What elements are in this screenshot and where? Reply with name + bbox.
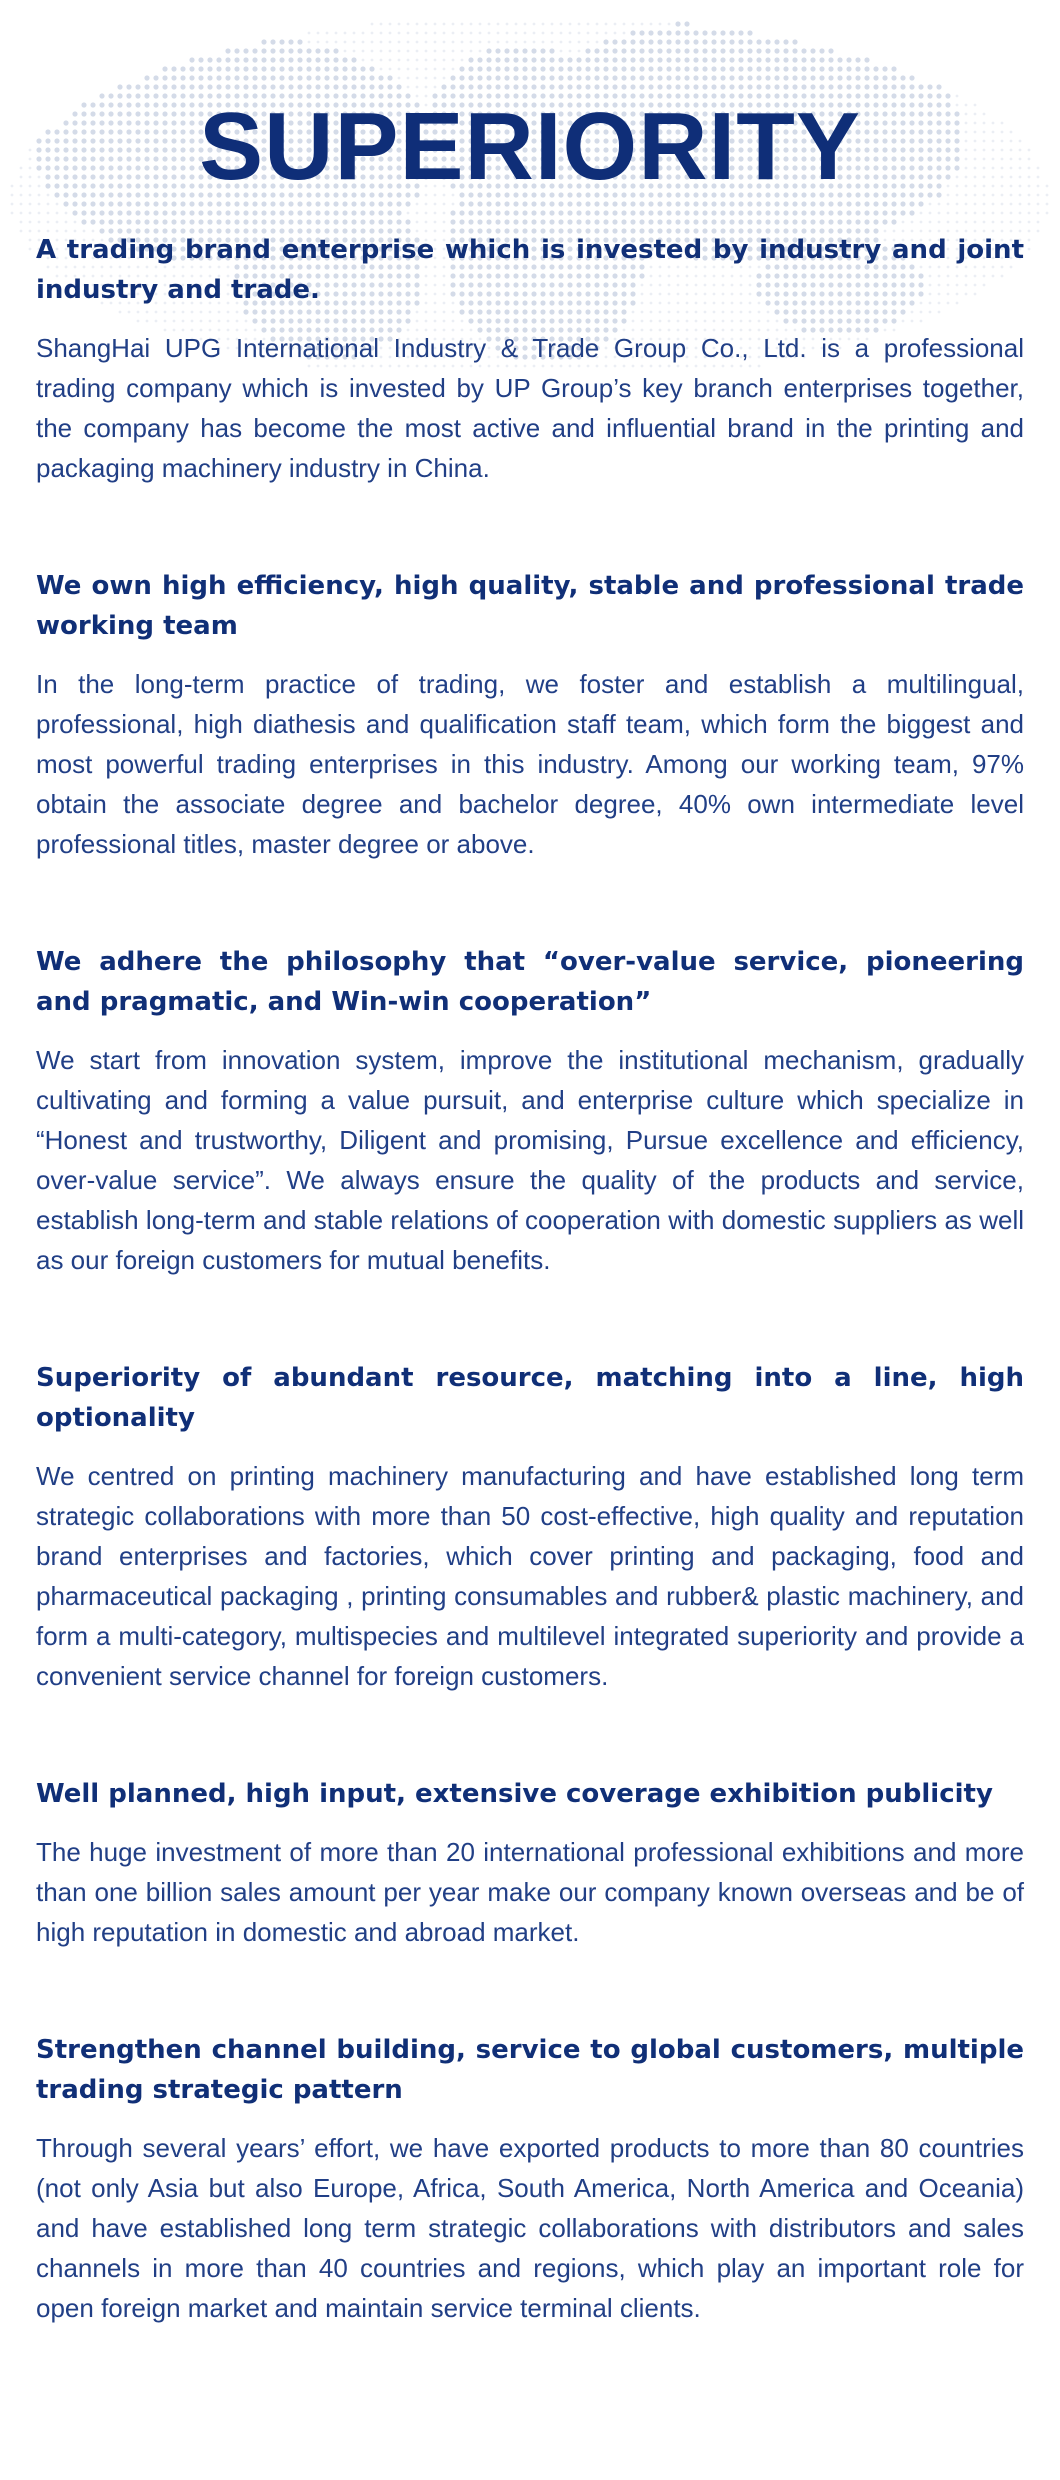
section-heading: A trading brand enterprise which is invested by industry and joint industry and trade. xyxy=(36,235,1024,305)
section-exhibition-publicity xyxy=(36,1774,1024,1952)
section-body: We start from innovation system, improve the institutional mechanism, gradually cultivating and forming a value pursuit, and enterprise culture which specialize in “Honest and trustworthy, Diligent and promising, Pursue excellence and efficiency, over-value service”. We always ensure the quality of the products and service, establish long-term and stable relations of cooperation with domestic suppliers as well as our foreign customers for mutual benefits. xyxy=(36,1045,1024,1275)
section-heading: We own high efficiency, high quality, stable and professional trade working team xyxy=(36,571,1024,641)
section-body: ShangHai UPG International Industry & Trade Group Co., Ltd. is a professional trading company which is invested by UP Group’s key branch enterprises together, the company has become the most active and influential brand in the printing and packaging machinery industry in China. xyxy=(36,333,1024,483)
section-heading: We adhere the philosophy that “over-value service, pioneering and pragmatic, and Win-win cooperation” xyxy=(36,947,1024,1017)
section-body: In the long-term practice of trading, we foster and establish a multilingual, professional, high diathesis and qualification staff team, which form the biggest and most powerful trading enterprises in this industry. Among our working team, 97% obtain the associate degree and bachelor degree, 40% own intermediate level professional titles, master degree or above. xyxy=(36,669,1024,859)
section-body: The huge investment of more than 20 international professional exhibitions and more than one billion sales amount per year make our company known overseas and be of high reputation in domestic and abroad market. xyxy=(36,1837,1024,1947)
section-body: We centred on printing machinery manufacturing and have established long term strategic collaborations with more than 50 cost-effective, high quality and reputation brand enterprises and factories, which cover printing and packaging, food and pharmaceutical packaging , printing consumables and rubber& plastic machinery, and form a multi-category, multispecies and multilevel integrated superiority and provide a convenient service channel for foreign customers. xyxy=(36,1461,1024,1691)
section-heading: Strengthen channel building, service to global customers, multiple trading strategic pattern xyxy=(36,2035,1024,2105)
section-heading: Well planned, high input, extensive coverage exhibition publicity xyxy=(36,1779,993,1809)
page-title: SUPERIORITY xyxy=(199,93,861,200)
section-abundant-resource xyxy=(36,1358,1024,1696)
section-channel-building xyxy=(36,2030,1024,2328)
section-trading-brand xyxy=(36,230,1024,488)
section-working-team xyxy=(36,566,1024,864)
content xyxy=(36,230,1024,2406)
section-body: Through several years’ effort, we have exported products to more than 80 countries (not only Asia but also Europe, Africa, South America, North America and Oceania) and have established long term strategic collaborations with distributors and sales channels in more than 40 countries and regions, which play an important role for open foreign market and maintain service terminal clients. xyxy=(36,2133,1024,2323)
section-heading: Superiority of abundant resource, matching into a line, high optionality xyxy=(36,1363,1024,1433)
section-philosophy xyxy=(36,942,1024,1280)
